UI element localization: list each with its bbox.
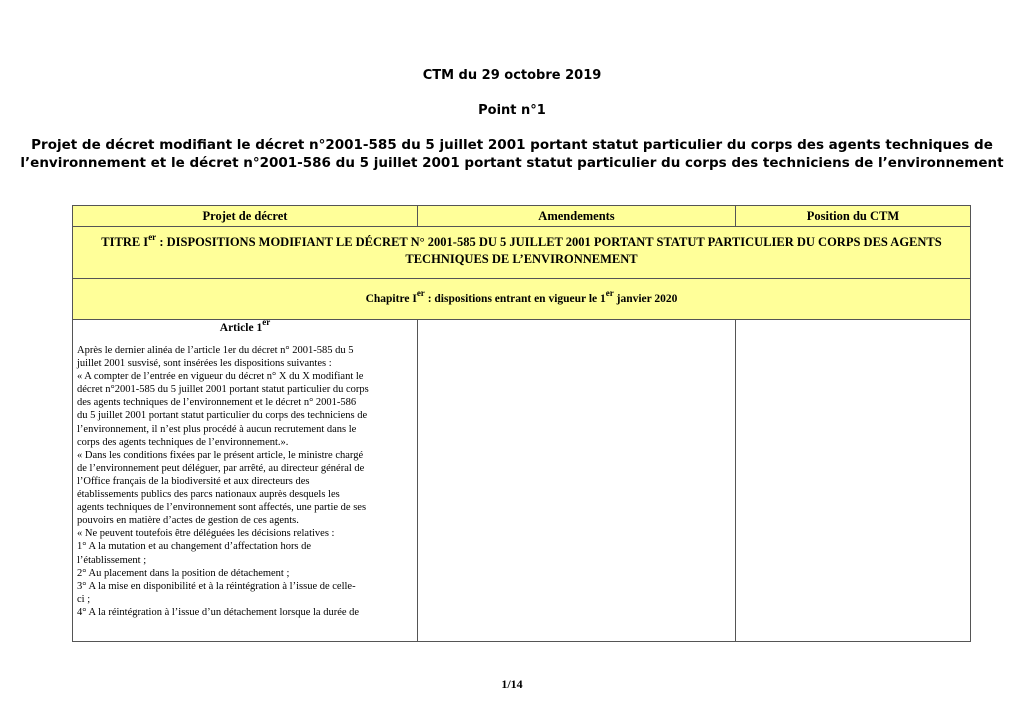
- article-sup: er: [262, 320, 271, 327]
- titre-prefix: TITRE I: [101, 235, 149, 249]
- article-title: [77, 322, 413, 334]
- article-line: des agents techniques de l’environnement et le décret n° 2001-586: [77, 397, 357, 409]
- chapitre-sup: er: [416, 288, 425, 298]
- position-cell: [736, 320, 971, 642]
- article-line: 4° A la réintégration à l’issue d’un détachement lorsque la durée de: [77, 606, 360, 618]
- article-line: décret n°2001-585 du 5 juillet 2001 portant statut particulier du corps: [77, 384, 369, 396]
- document-title: CTM du 29 octobre 2019: [422, 68, 602, 83]
- article-line: « A compter de l’entrée en vigueur du décret n° X du X modifiant le: [77, 371, 364, 383]
- chapitre-mid: : dispositions entrant en vigueur le 1: [424, 293, 606, 305]
- projet-title-line2: l’environnement et le décret n°2001-586 du 5 juillet 2001 portant statut particulier du corps des techniciens de l’environnement: [20, 155, 1004, 171]
- chapitre-prefix: Chapitre I: [365, 293, 417, 305]
- projet-title-line1: Projet de décret modifiant le décret n°2001-585 du 5 juillet 2001 portant statut particulier du corps des agents techniques de: [31, 137, 993, 153]
- article-line: « Dans les conditions fixées par le présent article, le ministre chargé: [77, 449, 364, 461]
- titre-heading: [73, 227, 971, 279]
- chapitre-sup2: er: [605, 288, 614, 298]
- titre-sup: er: [148, 232, 157, 242]
- article-line: l’Office français de la biodiversité et aux directeurs des: [77, 475, 310, 487]
- chapitre-heading: [73, 279, 971, 320]
- article-text: [77, 344, 413, 619]
- article-line: de l’environnement peut déléguer, par arrêté, au directeur général de: [77, 462, 365, 474]
- col-header-projet: Projet de décret: [73, 206, 418, 227]
- article-line: l’établissement ;: [77, 554, 147, 566]
- titre-line2: TECHNIQUES DE L’ENVIRONNEMENT: [405, 252, 638, 266]
- article-line: « Ne peuvent toutefois être déléguées les décisions relatives :: [77, 528, 335, 540]
- article-line: Après le dernier alinéa de l’article 1er du décret n° 2001-585 du 5: [77, 345, 354, 356]
- article-line: 1° A la mutation et au changement d’affectation hors de: [77, 541, 312, 553]
- article-line: agents techniques de l’environnement sont affectés, une partie de ses: [77, 502, 367, 514]
- article-line: l’environnement, il n’est plus procédé à aucun recrutement dans le: [77, 423, 357, 435]
- projet-cell: [73, 320, 418, 642]
- titre-line1: : DISPOSITIONS MODIFIANT LE DÉCRET N° 2001-585 DU 5 JUILLET 2001 PORTANT STATUT PARTICULIER DU CORPS DES AGENTS: [156, 235, 942, 249]
- article-title-text: Article 1: [219, 322, 263, 334]
- article-line: corps des agents techniques de l’environnement.».: [77, 436, 289, 448]
- chapitre-suffix: janvier 2020: [613, 293, 678, 305]
- table-header-row: [73, 206, 971, 227]
- article-line: pouvoirs en matière d’actes de gestion de ces agents.: [77, 515, 299, 527]
- col-header-amendements: Amendements: [418, 206, 736, 227]
- article-line: 3° A la mise en disponibilité et à la réintégration à l’issue de celle-: [77, 580, 356, 592]
- col-header-position: Position du CTM: [736, 206, 971, 227]
- titre-row: [73, 227, 971, 279]
- chapitre-row: [73, 279, 971, 320]
- amendements-cell: [418, 320, 736, 642]
- article-line: du 5 juillet 2001 portant statut particulier du corps des techniciens de: [77, 410, 368, 422]
- article-line: établissements publics des parcs nationaux auprès desquels les: [77, 489, 340, 501]
- point-number: Point n°1: [478, 103, 546, 118]
- amendment-table: [72, 205, 971, 642]
- article-row: [73, 320, 971, 642]
- article-line: 2° Au placement dans la position de détachement ;: [77, 567, 290, 579]
- article-line: juillet 2001 susvisé, sont insérées les dispositions suivantes :: [77, 358, 332, 370]
- article-line: ci ;: [77, 593, 91, 605]
- page-number: 1/14: [501, 677, 523, 691]
